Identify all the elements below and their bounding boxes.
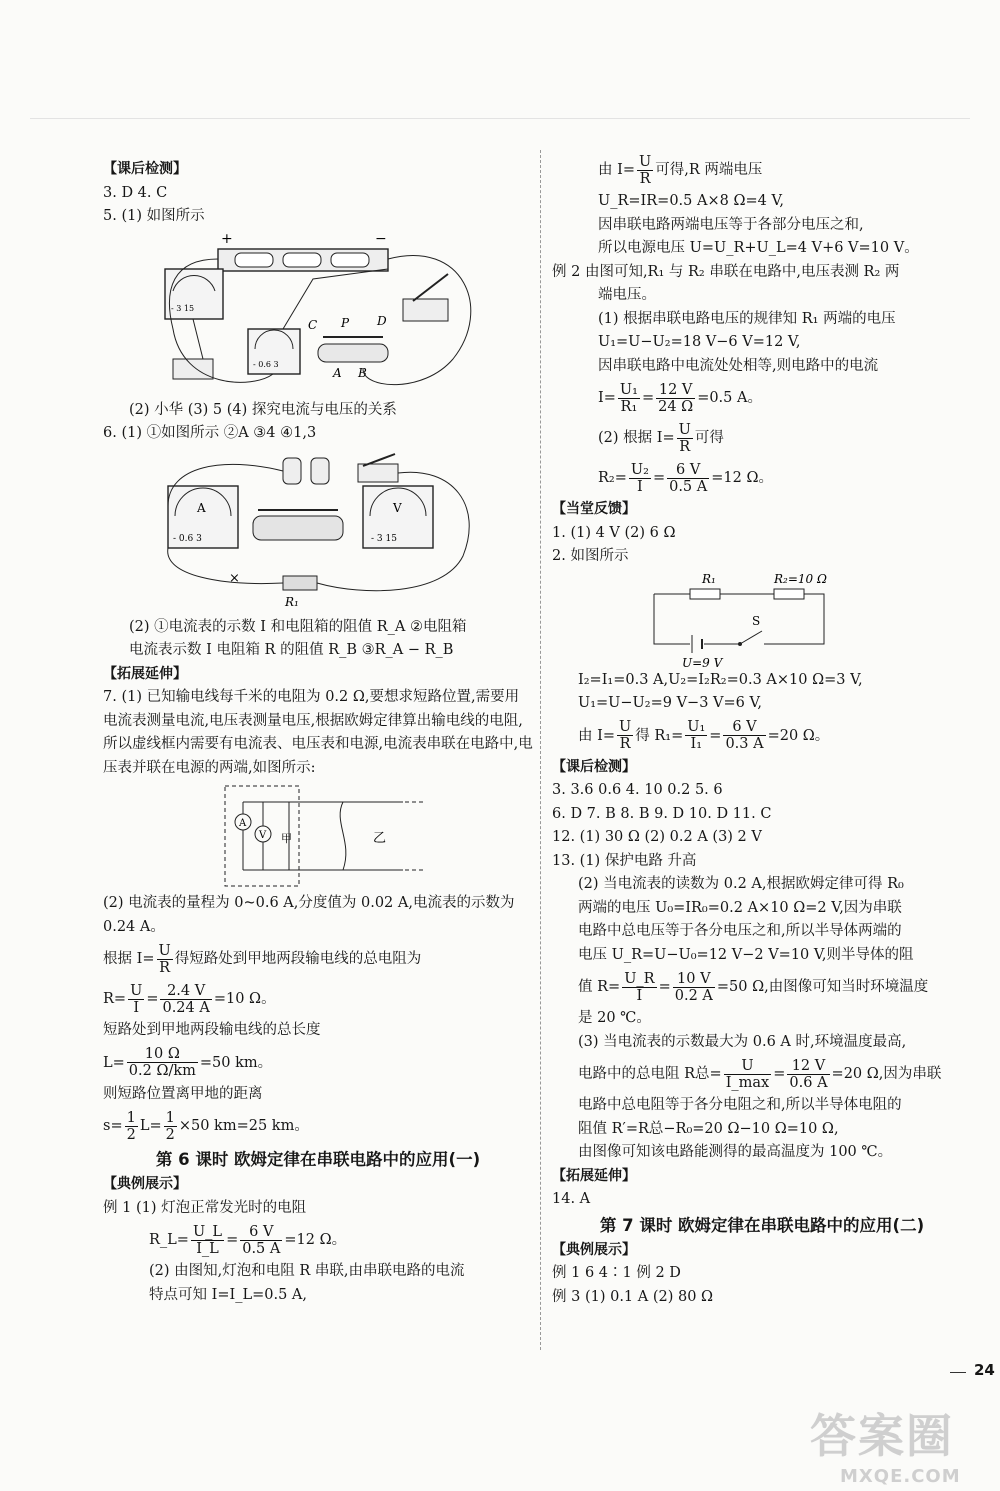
formula-line — [552, 458, 972, 498]
answer-line: 3. D 4. C — [103, 184, 168, 201]
answer-line: 6. D 7. B 8. B 9. D 10. D 11. C — [552, 805, 772, 822]
right-column — [552, 150, 972, 1309]
label-d: D — [377, 313, 387, 328]
resistor-r2 — [774, 589, 804, 599]
numerator: 6 V — [667, 462, 709, 479]
fraction — [723, 719, 765, 752]
transmission-line — [299, 802, 403, 870]
answer-line: 所以电源电压 U=U_R+U_L=4 V+6 V=10 V。 — [598, 240, 919, 256]
text: 值 R= — [578, 979, 621, 995]
text: s= — [103, 1118, 123, 1134]
answer-line: (2) 当电流表的读数为 0.2 A,根据欧姆定律可得 R₀ — [578, 876, 904, 892]
answer-line: 例 1 (1) 灯泡正常发光时的电阻 — [103, 1199, 307, 1216]
formula-line — [103, 1220, 533, 1260]
battery-plus-label: + — [221, 230, 233, 247]
text: = — [652, 470, 666, 486]
answer-line: 电路中总电压等于各分电压之和,所以半导体两端的 — [578, 923, 902, 939]
denominator: 0.2 A — [674, 987, 713, 1004]
numerator: U — [724, 1058, 772, 1075]
formula-line — [552, 1054, 972, 1094]
text: R₂= — [598, 470, 627, 486]
page-number: 24 — [974, 1361, 995, 1379]
text: = — [658, 979, 671, 995]
formula-line — [103, 939, 533, 979]
watermark-logo: 答案圈 — [810, 1409, 954, 1463]
fraction — [127, 1046, 198, 1079]
text: 根据 I= — [103, 951, 155, 967]
denominator: R — [679, 438, 691, 455]
denominator: I — [133, 999, 140, 1016]
answer-line: (2) 小华 (3) 5 (4) 探究电流与电压的关系 — [129, 401, 397, 418]
text: =50 km。 — [199, 1054, 273, 1071]
formula-line — [552, 150, 972, 190]
fraction — [125, 1110, 138, 1143]
answer-line: (2) 由图知,灯泡和电阻 R 串联,由串联电路的电流 — [149, 1263, 465, 1279]
switch-1 — [403, 299, 448, 321]
circuit-figure-2 — [163, 446, 503, 616]
answer-paragraph: 7. (1) 已知输电线每千米的电阻为 0.2 Ω,要想求短路位置,需要用电流表测量电流,电压表测量电压,根据欧姆定律算出输电线的电阻,所以虚线框内需要有电流表、电压表和电源,电流表串联在电路中,电压表并联在电源的两端,如图所示: — [103, 689, 533, 776]
text: 由 I= — [598, 162, 635, 178]
text: R= — [103, 991, 127, 1007]
label-p: P — [341, 315, 350, 330]
numerator: 12 V — [656, 382, 695, 399]
resistor-1 — [173, 359, 213, 379]
denominator: R₁ — [620, 398, 638, 415]
denominator: I_max — [725, 1074, 770, 1091]
voltmeter-scale: - 3 15 — [171, 303, 195, 313]
answer-line: 因串联电路中电流处处相等,则电路中的电流 — [598, 357, 879, 374]
answer-line: 电路中总电阻等于各分电阻之和,所以半导体电阻的 — [578, 1097, 902, 1113]
rheostat — [318, 344, 388, 362]
voltmeter-scale: - 3 15 — [371, 533, 397, 544]
section-header: 【课后检测】 — [103, 161, 187, 177]
switch-label: S — [752, 613, 761, 628]
text: = — [641, 390, 655, 406]
denominator: 0.5 A — [242, 1240, 281, 1257]
label-r1: R₁ — [702, 571, 716, 586]
battery-cell-2 — [283, 253, 321, 267]
answer-line: (2) ①电流表的示数 I 和电阻箱的阻值 R_A ②电阻箱 — [129, 618, 467, 635]
answer-line: 12. (1) 30 Ω (2) 0.2 A (3) 2 V — [552, 829, 762, 845]
cross-mark: × — [229, 570, 240, 586]
resistor-r1 — [690, 589, 720, 599]
answer-line: 因串联电路两端电压等于各部分电压之和, — [598, 216, 864, 233]
short-circuit — [340, 802, 346, 870]
numerator: 6 V — [240, 1224, 282, 1241]
label-a: A — [333, 365, 342, 380]
text: = — [146, 991, 159, 1007]
fraction — [724, 1058, 772, 1091]
denominator: I — [637, 478, 643, 495]
lesson-title: 第 7 课时 欧姆定律在串联电路中的应用(二) — [599, 1215, 925, 1235]
fraction — [240, 1224, 282, 1257]
voltmeter-label: V — [259, 830, 267, 841]
battery-cell-2 — [311, 458, 329, 484]
answer-line: 特点可知 I=I_L=0.5 A, — [149, 1286, 307, 1303]
numerator: 10 V — [673, 971, 715, 988]
answer-line: 1. (1) 4 V (2) 6 Ω — [552, 524, 676, 541]
numerator: U₁ — [687, 719, 706, 735]
denominator: I₁ — [690, 736, 703, 752]
denominator: 24 Ω — [658, 398, 694, 415]
answer-line: 14. A — [552, 1191, 591, 1207]
fraction — [787, 1058, 829, 1091]
numerator: U — [130, 982, 143, 999]
label-r2: R₂=10 Ω — [774, 571, 827, 586]
text: = — [226, 1232, 239, 1248]
lesson-title: 第 6 课时 欧姆定律在串联电路中的应用(一) — [155, 1150, 481, 1169]
answer-line: U₁=U−U₂=9 V−3 V=6 V, — [578, 695, 763, 711]
numerator: 2.4 V — [160, 983, 211, 1000]
answer-line: 6. (1) ①如图所示 ②A ③4 ④1,3 — [103, 425, 317, 441]
denominator: 0.3 A — [725, 736, 764, 752]
voltmeter-label: V — [393, 500, 402, 515]
denominator: 0.24 A — [162, 999, 210, 1016]
label-voltage: U=9 V — [682, 655, 723, 669]
numerator: U — [678, 421, 691, 438]
formula-line — [552, 418, 972, 458]
text: (2) 根据 I= — [598, 430, 675, 446]
answer-line: 是 20 ℃。 — [578, 1010, 651, 1026]
text: L= — [103, 1054, 125, 1071]
resistor-r1 — [283, 576, 317, 590]
switch-pivot — [738, 642, 742, 646]
switch-lever — [413, 274, 448, 301]
switch-2 — [358, 464, 398, 482]
denominator: R — [639, 170, 651, 187]
numerator: 1 — [126, 1109, 136, 1126]
fraction — [160, 983, 211, 1016]
section-header: 【当堂反馈】 — [552, 501, 636, 517]
battery-cell-3 — [331, 253, 369, 267]
answer-line: 例 1 6 4∶1 例 2 D — [552, 1265, 681, 1281]
text: = — [709, 727, 722, 744]
fraction — [617, 719, 633, 752]
answer-line: I₂=I₁=0.3 A,U₂=I₂R₂=0.3 A×10 Ω=3 V, — [578, 671, 863, 688]
denominator: R — [619, 736, 631, 752]
answer-paragraph: (2) 电流表的量程为 0~0.6 A,分度值为 0.02 A,电流表的示数为 0.24 A。 — [103, 895, 515, 935]
fraction — [618, 382, 640, 415]
denominator: I — [636, 987, 643, 1004]
answer-line: (3) 当电流表的示数最大为 0.6 A 时,环境温度最高, — [578, 1033, 907, 1050]
text: ×50 km=25 km。 — [178, 1118, 309, 1134]
answer-line: 阻值 R′=R总−R₀=20 Ω−10 Ω=10 Ω, — [578, 1120, 839, 1137]
ammeter-label: A — [197, 500, 206, 515]
numerator: U₂ — [630, 461, 649, 478]
denominator: 2 — [165, 1126, 175, 1143]
circuit-figure-4 — [652, 569, 912, 669]
circuit-figure-1 — [163, 229, 503, 399]
fraction — [637, 154, 653, 187]
text: 得 R₁= — [635, 727, 684, 744]
denominator: I_L — [196, 1240, 219, 1257]
text: =50 Ω,由图像可知当时环境温度 — [716, 979, 929, 995]
section-header: 【拓展延伸】 — [552, 1167, 636, 1184]
label-r1: R₁ — [285, 594, 299, 609]
numerator: 10 Ω — [127, 1046, 198, 1063]
watermark-url: MXQE.COM — [840, 1466, 961, 1487]
formula-line — [103, 1106, 533, 1146]
label-jia: 甲 — [281, 832, 292, 845]
answer-line: 短路处到甲地两段输电线的总长度 — [103, 1022, 321, 1038]
denominator: 0.2 Ω/km — [128, 1063, 196, 1079]
section-header: 【课后检测】 — [552, 758, 636, 775]
fraction — [667, 462, 709, 495]
numerator: U_L — [192, 1223, 223, 1240]
text: 电路中的总电阻 R总= — [578, 1066, 722, 1082]
section-header: 【典例展示】 — [552, 1241, 636, 1258]
top-scan-line — [30, 118, 970, 119]
answer-line: 13. (1) 保护电路 升高 — [552, 852, 697, 869]
answer-line: 3. 3.6 0.6 4. 10 0.2 5. 6 — [552, 782, 723, 798]
answer-line: 2. 如图所示 — [552, 548, 629, 564]
formula-line — [103, 1043, 533, 1083]
answer-line: 电流表示数 I 电阻箱 R 的阻值 R_B ③R_A − R_B — [129, 642, 454, 658]
battery-minus-label: − — [375, 230, 387, 247]
text: = — [773, 1066, 786, 1082]
text: 得短路处到甲地两段输电线的总电阻为 — [174, 951, 422, 967]
page-number-dash — [950, 1372, 966, 1373]
fraction — [685, 719, 707, 752]
label-c: C — [308, 317, 318, 332]
answer-line: 电压 U_R=U−U₀=12 V−2 V=10 V,则半导体的阻 — [578, 946, 914, 963]
fraction — [191, 1224, 224, 1257]
label-yi: 乙 — [373, 831, 387, 846]
denominator: 0.5 A — [669, 478, 708, 495]
label-b: B — [358, 365, 367, 380]
numerator: U_R — [624, 970, 655, 987]
answer-line: U₁=U−U₂=18 V−6 V=12 V, — [598, 334, 801, 350]
fraction — [673, 971, 715, 1004]
watermark — [810, 1400, 961, 1487]
left-column — [103, 158, 533, 1307]
battery-cell-1 — [283, 458, 301, 484]
formula-line — [103, 979, 533, 1019]
answer-line: 端电压。 — [598, 287, 656, 303]
ammeter-scale: - 0.6 3 — [173, 533, 202, 544]
text: =0.5 A。 — [697, 390, 762, 406]
text: 可得,R 两端电压 — [655, 162, 763, 178]
formula-line — [552, 716, 972, 756]
fraction — [164, 1110, 177, 1143]
text: I= — [598, 390, 616, 406]
answer-line: 例 3 (1) 0.1 A (2) 80 Ω — [552, 1288, 714, 1305]
text: =20 Ω,因为串联 — [831, 1066, 942, 1082]
text: 可得 — [694, 430, 724, 446]
numerator: U — [158, 942, 171, 959]
denominator: 0.6 A — [789, 1074, 828, 1091]
formula-line — [552, 967, 972, 1007]
numerator: 6 V — [723, 719, 765, 736]
text: 由 I= — [578, 727, 615, 744]
answer-line: 5. (1) 如图所示 — [103, 208, 205, 224]
fraction — [629, 462, 651, 495]
answer-line: 由图像可知该电路能测得的最高温度为 100 ℃。 — [578, 1144, 893, 1160]
text: =10 Ω。 — [213, 991, 276, 1007]
ammeter-scale: - 0.6 3 — [253, 359, 279, 369]
answer-line: (1) 根据串联电路电压的规律知 R₁ 两端的电压 — [598, 310, 896, 327]
formula-line — [552, 378, 972, 418]
transmission-line-dashed — [405, 802, 423, 870]
numerator: U — [619, 719, 632, 735]
section-header: 【拓展延伸】 — [103, 665, 187, 682]
denominator: R — [159, 959, 171, 976]
circuit-figure-3 — [223, 782, 443, 892]
column-divider — [540, 150, 541, 1350]
ammeter-label: A — [239, 818, 247, 829]
text: R_L= — [149, 1232, 189, 1248]
fraction — [656, 382, 695, 415]
text: =20 Ω。 — [767, 727, 830, 744]
section-header: 【典例展示】 — [103, 1176, 187, 1192]
answer-line: U_R=IR=0.5 A×8 Ω=4 V, — [598, 193, 785, 209]
text: =12 Ω。 — [711, 470, 773, 486]
fraction — [157, 943, 173, 976]
denominator: 2 — [126, 1126, 136, 1143]
numerator: 12 V — [787, 1058, 829, 1075]
numerator: U₁ — [619, 381, 638, 398]
fraction — [677, 422, 693, 455]
numerator: 1 — [165, 1109, 175, 1126]
text: L= — [139, 1118, 162, 1134]
answer-line: 则短路位置离甲地的距离 — [103, 1085, 263, 1102]
fraction — [128, 983, 144, 1016]
switch-lever — [740, 631, 762, 644]
numerator: U — [639, 153, 652, 170]
answer-line: 例 2 由图可知,R₁ 与 R₂ 串联在电路中,电压表测 R₂ 两 — [552, 263, 900, 280]
rheostat-2 — [253, 516, 343, 540]
wire — [654, 594, 824, 644]
answer-line: 两端的电压 U₀=IR₀=0.2 A×10 Ω=2 V,因为串联 — [578, 899, 902, 916]
battery-cell-1 — [235, 253, 273, 267]
fraction — [622, 971, 656, 1004]
text: =12 Ω。 — [284, 1232, 347, 1248]
